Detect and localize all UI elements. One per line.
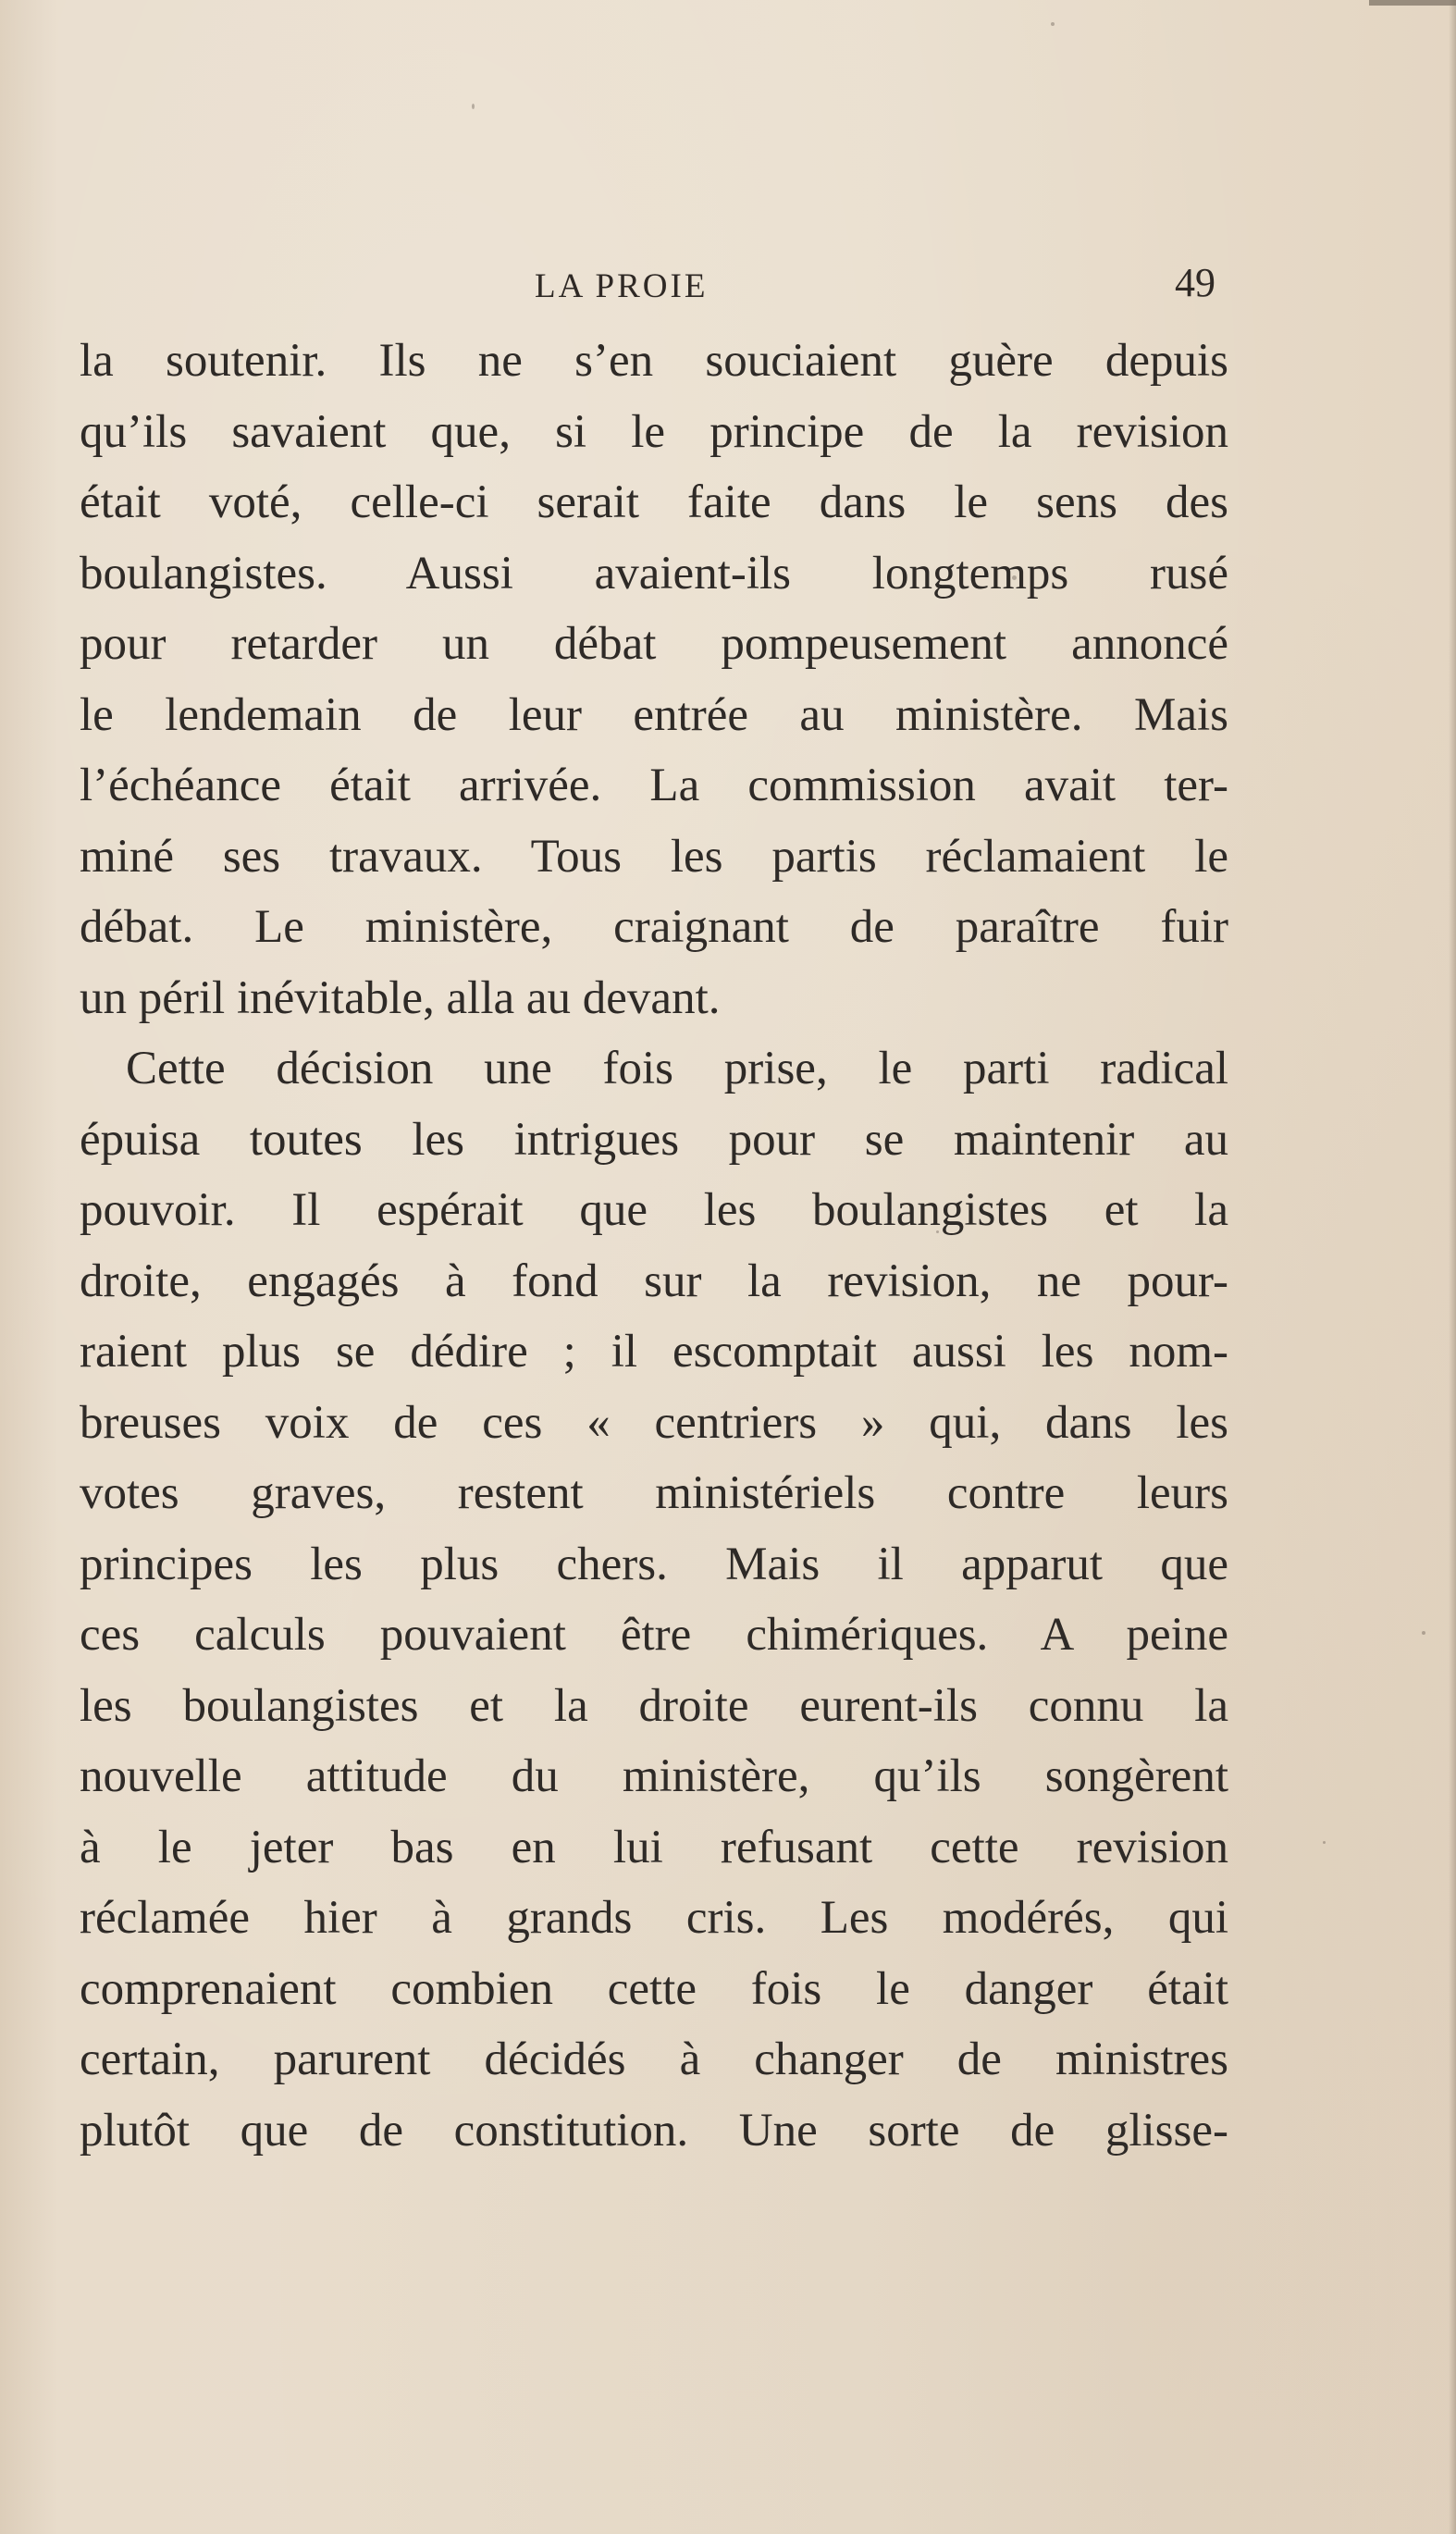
text-line: un péril inévitable, alla au devant. [80, 971, 721, 1024]
text-line: plutôt que de constitution. Une sorte de glisse- [80, 2104, 1228, 2157]
running-title: LA PROIE [535, 267, 709, 305]
text-line: principes les plus chers. Mais il apparut que [80, 1538, 1228, 1590]
text-line: breuses voix de ces « centriers » qui, dans les [80, 1396, 1228, 1449]
text-line: pouvoir. Il espérait que les boulangistes et la [80, 1184, 1228, 1236]
paper-speck [472, 104, 475, 109]
text-line: réclamée hier à grands cris. Les modérés, qui [80, 1892, 1228, 1944]
text-line: ces calculs pouvaient être chimériques. A peine [80, 1609, 1228, 1661]
paper-speck [1012, 575, 1017, 580]
page-number: 49 [1175, 260, 1215, 305]
page-edge-shadow-right [1449, 0, 1456, 2534]
text-line: épuisa toutes les intrigues pour se maintenir au [80, 1113, 1228, 1166]
text-line: était voté, celle-ci serait faite dans le sens des [80, 476, 1228, 528]
text-line: votes graves, restent ministériels contre leurs [80, 1467, 1228, 1519]
text-line: l’échéance était arrivée. La commission avait ter- [80, 760, 1228, 811]
text-line: les boulangistes et la droite eurent-ils connu la [80, 1679, 1228, 1732]
text-line: boulangistes. Aussi avaient-ils longtemps rusé [80, 547, 1228, 600]
text-line: pour retarder un débat pompeusement annoncé [80, 618, 1228, 670]
paper-speck [1323, 1841, 1326, 1844]
text-line: certain, parurent décidés à changer de ministres [80, 2033, 1228, 2085]
paper-speck [936, 1230, 939, 1233]
body-text [80, 326, 1228, 2166]
paragraph-2 [80, 1033, 1228, 2166]
page-edge-shadow-top [1369, 0, 1456, 6]
text-line: droite, engagés à fond sur la revision, ne pour- [80, 1255, 1228, 1307]
text-line: débat. Le ministère, craignant de paraître fuir [80, 901, 1228, 953]
paragraph-1 [80, 326, 1228, 1033]
text-line: Cette décision une fois prise, le parti radical [126, 1043, 1228, 1094]
text-line: la soutenir. Ils ne s’en souciaient guère depuis [80, 335, 1228, 387]
paper-speck [1051, 22, 1055, 26]
paper-speck [1422, 1631, 1425, 1635]
text-line: qu’ils savaient que, si le principe de la revision [80, 405, 1228, 458]
running-head [0, 260, 1456, 313]
text-line: à le jeter bas en lui refusant cette revision [80, 1821, 1228, 1873]
text-line: raient plus se dédire ; il escomptait aussi les nom- [80, 1326, 1228, 1378]
text-line: le lendemain de leur entrée au ministère. Mais [80, 688, 1228, 741]
text-line: miné ses travaux. Tous les partis réclamaient le [80, 830, 1228, 883]
text-line: comprenaient combien cette fois le danger était [80, 1962, 1228, 2015]
text-line: nouvelle attitude du ministère, qu’ils songèrent [80, 1750, 1228, 1802]
